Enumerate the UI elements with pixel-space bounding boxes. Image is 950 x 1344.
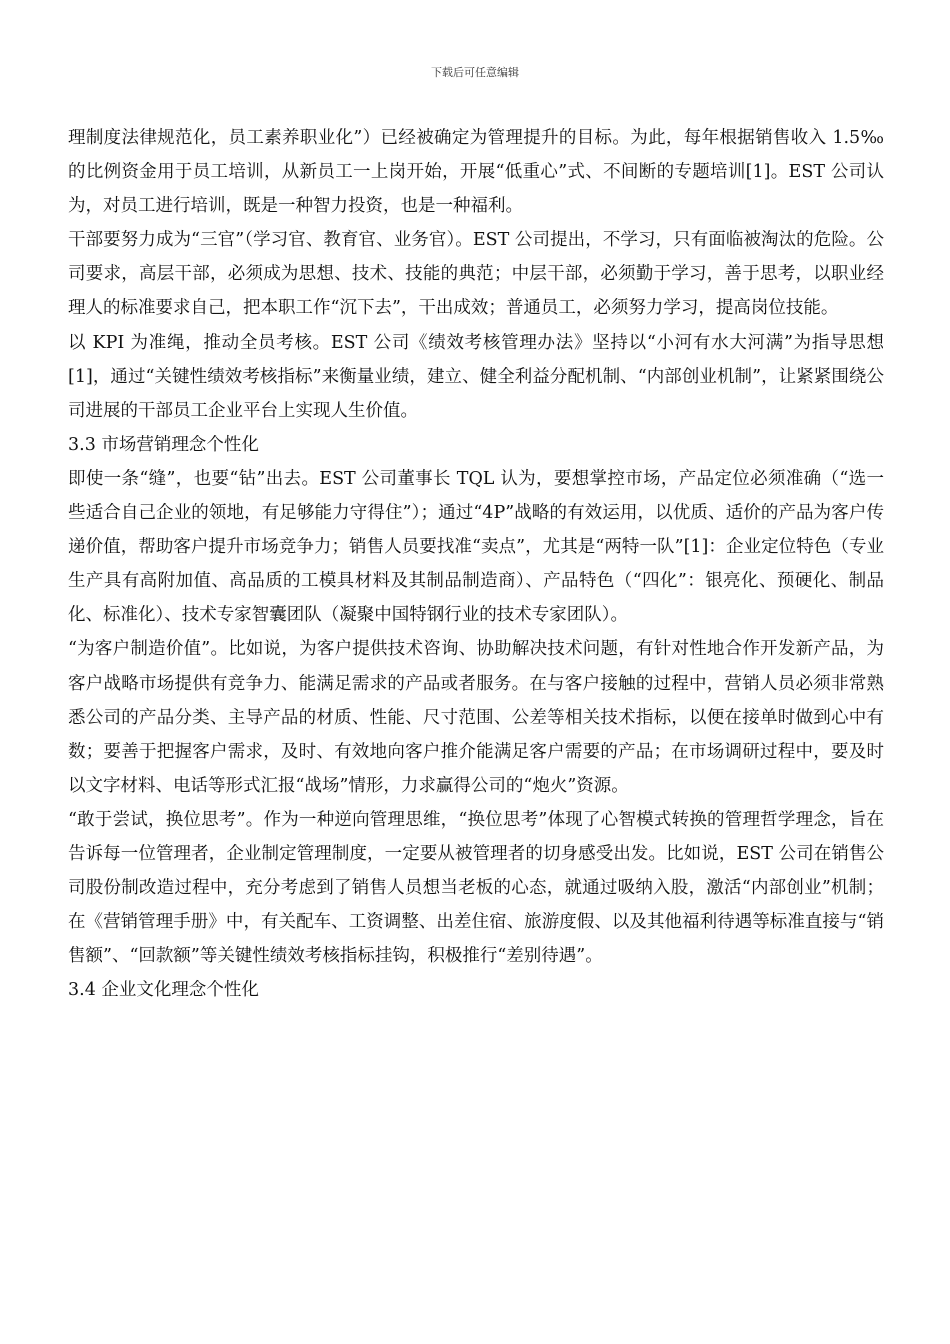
paragraph-perspective-taking: “敢于尝试，换位思考”。作为一种逆向管理思维，“换位思考”体现了心智模式转换的管理哲学理念，旨在告诉每一位管理者，企业制定管理制度，一定要从被管理者的切身感受出发。比如说，EST 公司在销售公司股份制改造过程中，充分考虑到了销售人员想当老板的心态，就通过吸纳入股，激活“内部创业”机制；在《营销管理手册》中，有关配车、工资调整、出差住宿、旅游度假、以及其他福利待遇等标准直接与“销售额”、“回款额”等关键性绩效考核指标挂钩，积极推行“差别待遇”。 (68, 809, 884, 967)
paragraph-cadres: 干部要努力成为“三官”（学习官、教育官、业务官）。EST 公司提出，不学习，只有面临被淘汰的危险。公司要求，高层干部，必须成为思想、技术、技能的典范；中层干部，必须勤于学习，善于思考，以职业经理人的标准要求自己，把本职工作“沉下去”，干出成效；普通员工，必须努力学习，提高岗位技能。 (68, 230, 884, 319)
document-body (68, 121, 884, 1007)
page-header: 下载后可任意编辑 (431, 66, 519, 79)
paragraph-training: 理制度法律规范化，员工素养职业化”）已经被确定为管理提升的目标。为此，每年根据销售收入 1.5‰的比例资金用于员工培训，从新员工一上岗开始，开展“低重心”式、不间断的专题培训[1]。EST 公司认为，对员工进行培训，既是一种智力投资，也是一种福利。 (68, 128, 884, 217)
paragraph-kpi: 以 KPI 为准绳，推动全员考核。EST 公司《绩效考核管理办法》坚持以“小河有水大河满”为指导思想[1]，通过“关键性绩效考核指标”来衡量业绩，建立、健全利益分配机制、“内部创业机制”，让紧紧围绕公司进展的干部员工企业平台上实现人生价值。 (68, 332, 884, 421)
section-heading-3-4: 3.4 企业文化理念个性化 (68, 980, 259, 1001)
paragraph-market-positioning: 即使一条“缝”，也要“钻”出去。EST 公司董事长 TQL 认为，要想掌控市场，产品定位必须准确（“选一些适合自己企业的领地，有足够能力守得住”）；通过“4P”战略的有效运用，以优质、适价的产品为客户传递价值，帮助客户提升市场竞争力；销售人员要找准“卖点”，尤其是“两特一队”[1]：企业定位特色（专业生产具有高附加值、高品质的工模具材料及其制品制造商）、产品特色（“四化”：银亮化、预硬化、制品化、标准化）、技术专家智囊团队（凝聚中国特钢行业的技术专家团队）。 (68, 468, 884, 626)
section-heading-3-3: 3.3 市场营销理念个性化 (68, 434, 259, 455)
paragraph-customer-value: “为客户制造价值”。比如说，为客户提供技术咨询、协助解决技术问题，有针对性地合作开发新产品，为客户战略市场提供有竞争力、能满足需求的产品或者服务。在与客户接触的过程中，营销人员必须非常熟悉公司的产品分类、主导产品的材质、性能、尺寸范围、公差等相关技术指标，以便在接单时做到心中有数；要善于把握客户需求，及时、有效地向客户推介能满足客户需要的产品；在市场调研过程中，要及时以文字材料、电话等形式汇报“战场”情形，力求赢得公司的“炮火”资源。 (68, 639, 884, 796)
